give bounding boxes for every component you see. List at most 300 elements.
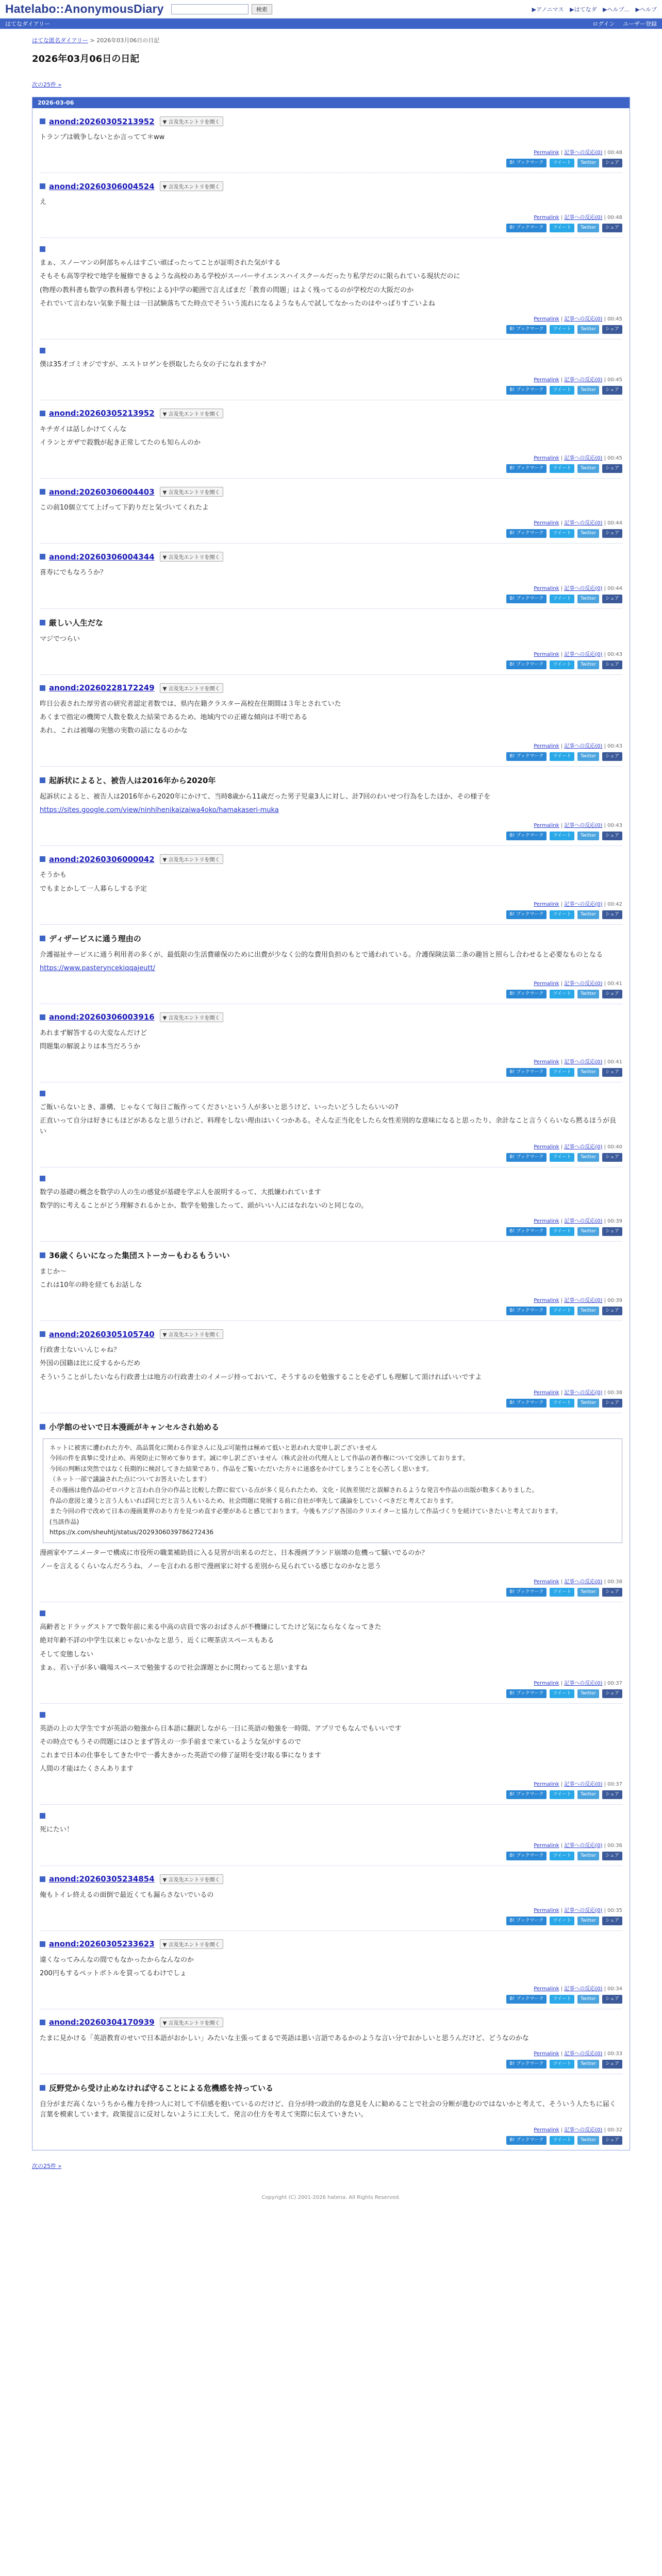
comments-link[interactable]: 記事への反応(0) [564, 455, 603, 462]
footer-separator: | [559, 1579, 565, 1585]
hatena-bookmark-button[interactable]: B! ブックマーク [506, 1307, 547, 1315]
permalink-link[interactable]: Permalink [534, 520, 559, 527]
tweet-button[interactable]: ツイート [550, 386, 574, 395]
comments-link[interactable]: 記事への反応(0) [564, 1389, 603, 1396]
permalink-link[interactable]: Permalink [534, 980, 559, 987]
footer-separator: | [602, 2051, 608, 2057]
entry-square-icon [40, 246, 45, 252]
entry-square-icon [40, 2020, 45, 2025]
share-buttons [40, 990, 622, 998]
twitter-button[interactable]: Twitter [577, 595, 599, 603]
twitter-button[interactable]: Twitter [577, 1068, 599, 1077]
footer-separator: | [602, 1059, 608, 1065]
entry-text-line: あくまで指定の機関で人数を数えた結果であるため、地域内での正確な傾向は不明である [40, 713, 308, 721]
footer-separator: | [559, 150, 565, 156]
hatena-bookmark-button[interactable]: B! ブックマーク [506, 1153, 547, 1162]
permalink-link[interactable]: Permalink [534, 455, 559, 462]
twitter-button[interactable]: Twitter [577, 2060, 599, 2069]
entry-text-line: 死にたい！ [40, 1826, 74, 1834]
login-link[interactable]: ログイン [592, 21, 615, 27]
twitter-button[interactable]: Twitter [577, 1790, 599, 1799]
permalink-link[interactable]: Permalink [534, 215, 559, 221]
hatena-bookmark-button[interactable]: B! ブックマーク [506, 529, 547, 538]
hatena-bookmark-button[interactable]: B! ブックマーク [506, 910, 547, 919]
hatena-bookmark-button[interactable]: B! ブックマーク [506, 2060, 547, 2069]
entry-text-line: ノーを言えるくらいなんだろうね、ノーを言われる形で漫画家に対する差別から見られている感じなのかなと思う [40, 1563, 382, 1571]
share-buttons [40, 386, 622, 395]
entry-footer [40, 1216, 622, 1224]
day-section [32, 97, 630, 2150]
quote-line: ネットに被害に遭われた方や、高品質化に関わる作家さんに及ぶ可能性は極めて低いと思われ大変申し訳ございません [49, 1444, 377, 1451]
tweet-button[interactable]: ツイート [550, 990, 574, 998]
open-reference-toggle[interactable]: ▼ 言及先エントリを開く [160, 409, 223, 418]
tweet-button[interactable]: ツイート [550, 464, 574, 473]
entry-square-icon [40, 620, 45, 625]
permalink-link[interactable]: Permalink [534, 316, 559, 322]
hatena-bookmark-button[interactable]: B! ブックマーク [506, 660, 547, 669]
hatena-bookmark-button[interactable]: B! ブックマーク [506, 1399, 547, 1408]
share-buttons [40, 1153, 622, 1162]
entry-time: 00:37 [607, 1680, 622, 1686]
permalink-link[interactable]: Permalink [534, 1986, 559, 1992]
footer-separator: | [559, 1907, 565, 1913]
permalink-link[interactable]: Permalink [534, 1680, 559, 1686]
next-page-link[interactable]: 次の25件 » [32, 81, 62, 88]
twitter-button[interactable]: Twitter [577, 464, 599, 473]
permalink-link[interactable]: Permalink [534, 743, 559, 750]
header-link-help-alt[interactable]: ▶ヘルプ... [603, 6, 630, 13]
entry-time: 00:45 [607, 377, 622, 383]
permalink-link[interactable]: Permalink [534, 1782, 559, 1788]
entry-body [40, 792, 622, 816]
facebook-share-button[interactable]: シェア [602, 1917, 622, 1925]
facebook-share-button[interactable]: シェア [602, 910, 622, 919]
facebook-share-button[interactable]: シェア [602, 1588, 622, 1597]
header-link-help[interactable]: ▶ヘルプ [635, 6, 657, 13]
next-page-link-bottom[interactable]: 次の25件 » [32, 2163, 62, 2170]
entry-text-line: 違くなってみんなの間でもなかったからなんなのか [40, 1956, 194, 1964]
open-reference-toggle[interactable]: ▼ 言及先エントリを開く [160, 683, 223, 693]
hatena-bookmark-button[interactable]: B! ブックマーク [506, 1790, 547, 1799]
entry-id-link[interactable]: anond:20260305213952 [49, 116, 155, 126]
tweet-button[interactable]: ツイート [550, 1917, 574, 1925]
sub-navbar [0, 19, 662, 29]
search-input[interactable] [171, 4, 249, 14]
entry-body [40, 1028, 622, 1052]
entry-square-icon [40, 1611, 45, 1616]
comments-link[interactable]: 記事への反応(0) [564, 1579, 603, 1585]
footer-separator: | [559, 651, 565, 657]
facebook-share-button[interactable]: シェア [602, 1153, 622, 1162]
twitter-button[interactable]: Twitter [577, 990, 599, 998]
permalink-link[interactable]: Permalink [534, 1389, 559, 1396]
permalink-link[interactable]: Permalink [534, 1842, 559, 1849]
hatena-bookmark-button[interactable]: B! ブックマーク [506, 1689, 547, 1698]
permalink-link[interactable]: Permalink [534, 2127, 559, 2133]
permalink-link[interactable]: Permalink [534, 1907, 559, 1913]
footer-separator: | [559, 1298, 565, 1304]
entry-square-icon [40, 1091, 45, 1096]
entry-square-icon [40, 1813, 45, 1819]
twitter-button[interactable]: Twitter [577, 1153, 599, 1162]
open-reference-toggle[interactable]: ▼ 言及先エントリを開く [160, 1329, 223, 1339]
entry-text-line: 問題集の解説よりは本当だろうか [40, 1043, 141, 1051]
entry-body [40, 503, 622, 513]
share-buttons [40, 1995, 622, 2004]
comments-link[interactable]: 記事への反応(0) [564, 823, 603, 829]
entry-time: 00:38 [607, 1579, 622, 1585]
facebook-share-button[interactable]: シェア [602, 752, 622, 761]
hatena-bookmark-button[interactable]: B! ブックマーク [506, 386, 547, 395]
footer-separator: | [559, 585, 565, 591]
comments-link[interactable]: 記事への反応(0) [564, 215, 603, 221]
share-buttons [40, 529, 622, 538]
share-buttons [40, 159, 622, 167]
header-link-diary[interactable]: ▶はてなダ [570, 6, 597, 13]
tweet-button[interactable]: ツイート [550, 752, 574, 761]
comments-link[interactable]: 記事への反応(0) [564, 1059, 603, 1065]
twitter-button[interactable]: Twitter [577, 1307, 599, 1315]
comments-link[interactable]: 記事への反応(0) [564, 743, 603, 750]
comments-link[interactable]: 記事への反応(0) [564, 585, 603, 591]
entry-title-text: ディザービスに通う理由の [49, 934, 141, 943]
tweet-button[interactable]: ツイート [550, 660, 574, 669]
twitter-button[interactable]: Twitter [577, 832, 599, 840]
twitter-button[interactable]: Twitter [577, 1995, 599, 2004]
entry-time: 00:48 [607, 215, 622, 221]
facebook-share-button[interactable]: シェア [602, 1790, 622, 1799]
comments-link[interactable]: 記事への反応(0) [564, 2127, 603, 2133]
facebook-share-button[interactable]: シェア [602, 1307, 622, 1315]
hatena-bookmark-button[interactable]: B! ブックマーク [506, 1588, 547, 1597]
comments-link[interactable]: 記事への反応(0) [564, 1680, 603, 1686]
entry-footer [40, 1296, 622, 1303]
entry-text-line: 数学の基礎の概念を数学の人の生の感覚が基礎を学ぶ人を説明するって、大抵嫌われています [40, 1188, 321, 1196]
entry-footer [40, 1057, 622, 1065]
footer-separator: | [559, 1680, 565, 1686]
facebook-share-button[interactable]: シェア [602, 159, 622, 167]
hatena-bookmark-button[interactable]: B! ブックマーク [506, 832, 547, 840]
subbar-home-link[interactable]: はてなダイアリー [5, 21, 51, 27]
entry-square-icon [40, 554, 45, 560]
share-buttons [40, 325, 622, 334]
comments-link[interactable]: 記事への反応(0) [564, 1842, 603, 1849]
twitter-button[interactable]: Twitter [577, 1227, 599, 1236]
twitter-button[interactable]: Twitter [577, 1588, 599, 1597]
entry-title [40, 1091, 622, 1096]
tweet-button[interactable]: ツイート [550, 595, 574, 603]
tweet-button[interactable]: ツイート [550, 2060, 574, 2069]
facebook-share-button[interactable]: シェア [602, 1852, 622, 1860]
entry-body [40, 1103, 622, 1137]
share-buttons [40, 1852, 622, 1860]
tweet-button[interactable]: ツイート [550, 832, 574, 840]
twitter-button[interactable]: Twitter [577, 2136, 599, 2145]
breadcrumb-root[interactable]: はてな匿名ダイアリー [32, 37, 89, 44]
share-buttons [40, 1790, 622, 1799]
entry-id-link[interactable]: anond:20260304170939 [49, 2018, 155, 2027]
entry-title [40, 552, 622, 562]
tweet-button[interactable]: ツイート [550, 1068, 574, 1077]
permalink-link[interactable]: Permalink [534, 1218, 559, 1224]
permalink-link[interactable]: Permalink [534, 150, 559, 156]
permalink-link[interactable]: Permalink [534, 1298, 559, 1304]
share-buttons [40, 2136, 622, 2145]
tweet-button[interactable]: ツイート [550, 1852, 574, 1860]
entry-id-link[interactable]: anond:20260306004344 [49, 552, 155, 562]
footer-separator: | [559, 980, 565, 987]
quote-line: 今回の件を真摯に受け止め、再発防止に努めて参ります。誠に申し訳ございません（株式会社の代理人として作品の著作権について交渉しております。 [49, 1454, 469, 1462]
open-reference-toggle[interactable]: ▼ 言及先エントリを開く [160, 181, 223, 191]
entry-square-icon [40, 348, 45, 353]
open-reference-toggle[interactable]: ▼ 言及先エントリを開く [160, 2018, 223, 2027]
facebook-share-button[interactable]: シェア [602, 224, 622, 232]
entry-title [40, 1813, 622, 1819]
entry-body [40, 1955, 622, 1979]
hatena-bookmark-button[interactable]: B! ブックマーク [506, 464, 547, 473]
footer-separator: | [602, 377, 608, 383]
entry-title [40, 775, 622, 786]
entry-list [32, 108, 630, 2150]
permalink-link[interactable]: Permalink [534, 2051, 559, 2057]
open-reference-toggle[interactable]: ▼ 言及先エントリを開く [160, 552, 223, 562]
facebook-share-button[interactable]: シェア [602, 325, 622, 334]
permalink-link[interactable]: Permalink [534, 651, 559, 657]
copyright: Copyright (C) 2001-2026 hatena. All Rights Reserved. [261, 2195, 401, 2201]
entry-title-text: 起訴状によると、被告人は2016年から2020年 [49, 776, 216, 786]
tweet-button[interactable]: ツイート [550, 1307, 574, 1315]
entry-footer [40, 584, 622, 591]
open-reference-toggle[interactable]: ▼ 言及先エントリを開く [160, 854, 223, 864]
hatena-bookmark-button[interactable]: B! ブックマーク [506, 1068, 547, 1077]
open-reference-toggle[interactable]: ▼ 言及先エントリを開く [160, 1939, 223, 1949]
diary-entry [40, 846, 622, 924]
entry-title-text: 厳しい人生だな [49, 618, 104, 628]
permalink-link[interactable]: Permalink [534, 1059, 559, 1065]
facebook-share-button[interactable]: シェア [602, 660, 622, 669]
footer-separator: | [559, 1389, 565, 1396]
hatena-bookmark-button[interactable]: B! ブックマーク [506, 325, 547, 334]
tweet-button[interactable]: ツイート [550, 910, 574, 919]
entry-text-line: たまに見かける「英語教育のせいで日本語がおかしい」みたいな主張ってまるで英語は悪い言語であるかのような言い分でおかしいと思うんだけど、どうなのかな [40, 2034, 529, 2042]
facebook-share-button[interactable]: シェア [602, 529, 622, 538]
tweet-button[interactable]: ツイート [550, 1689, 574, 1698]
comments-link[interactable]: 記事への反応(0) [564, 316, 603, 322]
twitter-button[interactable]: Twitter [577, 224, 599, 232]
hatena-bookmark-button[interactable]: B! ブックマーク [506, 1917, 547, 1925]
diary-entry [40, 238, 622, 340]
tweet-button[interactable]: ツイート [550, 1399, 574, 1408]
comments-link[interactable]: 記事への反応(0) [564, 520, 603, 527]
facebook-share-button[interactable]: シェア [602, 990, 622, 998]
entry-id-link[interactable]: anond:20260305234854 [49, 1874, 155, 1884]
footer-separator: | [602, 150, 608, 156]
entry-body [40, 1622, 622, 1673]
tweet-button[interactable]: ツイート [550, 325, 574, 334]
entry-footer [40, 518, 622, 526]
facebook-share-button[interactable]: シェア [602, 464, 622, 473]
twitter-button[interactable]: Twitter [577, 1917, 599, 1925]
entry-time: 00:37 [607, 1782, 622, 1788]
entry-id-link[interactable]: anond:20260306003916 [49, 1012, 155, 1022]
tweet-button[interactable]: ツイート [550, 159, 574, 167]
permalink-link[interactable]: Permalink [534, 1144, 559, 1150]
open-reference-toggle[interactable]: ▼ 言及先エントリを開く [160, 1874, 223, 1884]
entry-footer [40, 1780, 622, 1787]
comments-link[interactable]: 記事への反応(0) [564, 1986, 603, 1992]
hatena-bookmark-button[interactable]: B! ブックマーク [506, 595, 547, 603]
entry-square-icon [40, 1331, 45, 1337]
diary-entry [40, 479, 622, 544]
tweet-button[interactable]: ツイート [550, 1588, 574, 1597]
entry-external-link[interactable]: https://sites.google.com/view/ninhihenikaizaiwa4oko/hamakaseri-muka [40, 806, 279, 815]
facebook-share-button[interactable]: シェア [602, 1068, 622, 1077]
register-link[interactable]: ユーザー登録 [623, 21, 657, 27]
entry-body [40, 1724, 622, 1775]
twitter-button[interactable]: Twitter [577, 752, 599, 761]
entry-body [40, 1438, 622, 1572]
quote-line: (当該作品) [49, 1518, 79, 1526]
twitter-button[interactable]: Twitter [577, 159, 599, 167]
twitter-button[interactable]: Twitter [577, 1689, 599, 1698]
entry-text-line: 介護福祉サービスに通う利用者の多くが、最低限の生活費確保のために出費が少なく公的な費用負担のもとで通われている。介護保険法第二条の趣旨と照らし合わせると必要なものとなる [40, 951, 603, 959]
comments-link[interactable]: 記事への反応(0) [564, 150, 603, 156]
entry-square-icon [40, 1424, 45, 1430]
entry-square-icon [40, 411, 45, 416]
open-reference-toggle[interactable]: ▼ 言及先エントリを開く [160, 1012, 223, 1022]
twitter-button[interactable]: Twitter [577, 1399, 599, 1408]
entry-text-line: そもそも高等学校で地学を履修できるような高校のある学校がスーパーサイエンスハイスクールだったり私学だのに限られている現状だのに [40, 273, 460, 281]
entry-text-line: (物理の教科書も数学の教科書も学校による)中学の範囲で言えばまだ「教育の問題」はよく残ってるのが学校だの大阪だのか [40, 286, 414, 294]
tweet-button[interactable]: ツイート [550, 1995, 574, 2004]
footer-separator: | [602, 215, 608, 221]
tweet-button[interactable]: ツイート [550, 224, 574, 232]
open-reference-toggle[interactable]: ▼ 言及先エントリを開く [160, 487, 223, 497]
comments-link[interactable]: 記事への反応(0) [564, 377, 603, 383]
comments-link[interactable]: 記事への反応(0) [564, 2051, 603, 2057]
footer-separator: | [559, 1218, 565, 1224]
facebook-share-button[interactable]: シェア [602, 1399, 622, 1408]
twitter-button[interactable]: Twitter [577, 529, 599, 538]
tweet-button[interactable]: ツイート [550, 529, 574, 538]
entry-id-link[interactable]: anond:20260306000042 [49, 854, 155, 864]
permalink-link[interactable]: Permalink [534, 377, 559, 383]
site-header [0, 0, 662, 19]
open-reference-toggle[interactable]: ▼ 言及先エントリを開く [160, 116, 223, 126]
facebook-share-button[interactable]: シェア [602, 1995, 622, 2004]
comments-link[interactable]: 記事への反応(0) [564, 1907, 603, 1913]
footer-separator: | [559, 743, 565, 750]
facebook-share-button[interactable]: シェア [602, 1689, 622, 1698]
share-buttons [40, 595, 622, 603]
entry-square-icon [40, 1014, 45, 1020]
comments-link[interactable]: 記事への反応(0) [564, 1218, 603, 1224]
entry-body [40, 2033, 622, 2044]
twitter-button[interactable]: Twitter [577, 325, 599, 334]
header-link-anonymous[interactable]: ▶アノニマス [532, 6, 564, 13]
comments-link[interactable]: 記事への反応(0) [564, 980, 603, 987]
permalink-link[interactable]: Permalink [534, 901, 559, 907]
tweet-button[interactable]: ツイート [550, 1227, 574, 1236]
twitter-button[interactable]: Twitter [577, 660, 599, 669]
comments-link[interactable]: 記事への反応(0) [564, 901, 603, 907]
hatena-bookmark-button[interactable]: B! ブックマーク [506, 159, 547, 167]
entry-footer [40, 979, 622, 987]
hatena-bookmark-button[interactable]: B! ブックマーク [506, 1227, 547, 1236]
share-buttons [40, 1917, 622, 1925]
entry-id-link[interactable]: anond:20260305213952 [49, 409, 155, 418]
header-links [528, 5, 657, 13]
comments-link[interactable]: 記事への反応(0) [564, 1144, 603, 1150]
entry-id-link[interactable]: anond:20260305105740 [49, 1329, 155, 1339]
search-button[interactable]: 検索 [252, 4, 272, 14]
hatena-bookmark-button[interactable]: B! ブックマーク [506, 990, 547, 998]
comments-link[interactable]: 記事への反応(0) [564, 1782, 603, 1788]
facebook-share-button[interactable]: シェア [602, 595, 622, 603]
entry-body [40, 568, 622, 578]
diary-entry [40, 2009, 622, 2074]
twitter-button[interactable]: Twitter [577, 910, 599, 919]
tweet-button[interactable]: ツイート [550, 1790, 574, 1799]
entry-body [40, 132, 622, 143]
entry-footer [40, 453, 622, 461]
permalink-link[interactable]: Permalink [534, 1579, 559, 1585]
entry-id-link[interactable]: anond:20260306004403 [49, 487, 155, 497]
twitter-button[interactable]: Twitter [577, 386, 599, 395]
breadcrumb-current: 2026年03月06日の日記 [96, 37, 160, 44]
hatena-bookmark-button[interactable]: B! ブックマーク [506, 1995, 547, 2004]
entry-external-link[interactable]: https://www.pasteryncekiqqajeutt/ [40, 964, 155, 972]
quote-line: 作品の意図と違うと言う人もいれば同じだと言う人もいるため、社会問題に発展する前に自社が率先して議論をしていくべきだと考えております。 [49, 1497, 457, 1504]
facebook-share-button[interactable]: シェア [602, 2060, 622, 2069]
permalink-link[interactable]: Permalink [534, 823, 559, 829]
facebook-share-button[interactable]: シェア [602, 832, 622, 840]
twitter-button[interactable]: Twitter [577, 1852, 599, 1860]
permalink-link[interactable]: Permalink [534, 585, 559, 591]
entry-title [40, 1329, 622, 1339]
quote-line: また今回の件で改めて日本の漫画業界のあり方を見つめ直す必要があると感じております。今後もアジア各国のクリエイターと協力して作品づくりを続けていきたいと考えております。 [49, 1507, 562, 1515]
entry-id-link[interactable]: anond:20260305233623 [49, 1939, 155, 1949]
entry-text-line: 数学的に考えることがどう理解されるかとか、数学を勉強したって、頭がいい人にはなれないのと同じなの。 [40, 1201, 368, 1210]
comments-link[interactable]: 記事への反応(0) [564, 651, 603, 657]
facebook-share-button[interactable]: シェア [602, 386, 622, 395]
entry-id-link[interactable]: anond:20260228172249 [49, 683, 155, 693]
entry-footer [40, 314, 622, 322]
site-logo[interactable]: Hatelabo::AnonymousDiary [5, 2, 164, 15]
entry-time: 00:35 [607, 1907, 622, 1913]
entry-text-line: キチガイは話しかけてくんな [40, 425, 127, 433]
entry-square-icon [40, 1712, 45, 1718]
entry-text-line: 俺もトイレ終えるの面倒で最近くても漏らさないでいるの [40, 1891, 214, 1899]
entry-square-icon [40, 856, 45, 862]
facebook-share-button[interactable]: シェア [602, 2136, 622, 2145]
entry-title [40, 683, 622, 693]
footer-separator: | [602, 1782, 608, 1788]
hatena-bookmark-button[interactable]: B! ブックマーク [506, 224, 547, 232]
diary-entry [40, 925, 622, 1004]
hatena-bookmark-button[interactable]: B! ブックマーク [506, 1852, 547, 1860]
comments-link[interactable]: 記事への反応(0) [564, 1298, 603, 1304]
entry-id-link[interactable]: anond:20260306004524 [49, 181, 155, 191]
hatena-bookmark-button[interactable]: B! ブックマーク [506, 2136, 547, 2145]
tweet-button[interactable]: ツイート [550, 2136, 574, 2145]
footer-separator: | [559, 823, 565, 829]
facebook-share-button[interactable]: シェア [602, 1227, 622, 1236]
tweet-button[interactable]: ツイート [550, 1153, 574, 1162]
hatena-bookmark-button[interactable]: B! ブックマーク [506, 752, 547, 761]
footer-separator: | [602, 585, 608, 591]
footer-separator: | [559, 377, 565, 383]
